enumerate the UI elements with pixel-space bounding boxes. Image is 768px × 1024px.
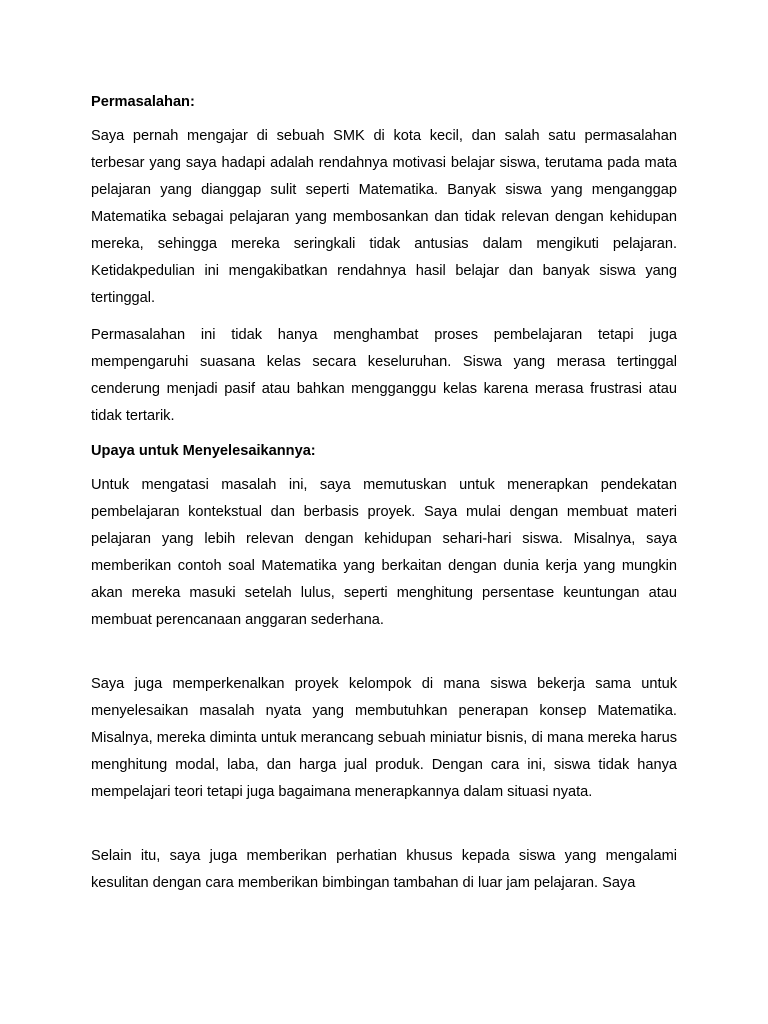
document-page — [91, 91, 677, 907]
paragraph: Saya pernah mengajar di sebuah SMK di kota kecil, dan salah satu permasalahan terbesar yang saya hadapi adalah rendahnya motivasi belajar siswa, terutama pada mata pelajaran yang dianggap sulit seperti Matematika. Banyak siswa yang menganggap Matematika sebagai pelajaran yang membosankan dan tidak relevan dengan kehidupan mereka, sehingga mereka seringkali tidak antusias dalam mengikuti pelajaran. Ketidakpedulian ini mengakibatkan rendahnya hasil belajar dan banyak siswa yang tertinggal. — [91, 128, 677, 306]
paragraph: Saya juga memperkenalkan proyek kelompok di mana siswa bekerja sama untuk menyelesaikan masalah nyata yang membutuhkan penerapan konsep Matematika. Misalnya, mereka diminta untuk merancang sebuah miniatur bisnis, di mana mereka harus menghitung modal, laba, dan harga jual produk. Dengan cara ini, siswa tidak hanya mempelajari teori tetapi juga bagaimana menerapkannya dalam situasi nyata. — [91, 676, 677, 800]
paragraph: Untuk mengatasi masalah ini, saya memutuskan untuk menerapkan pendekatan pembelajaran kontekstual dan berbasis proyek. Saya mulai dengan membuat materi pelajaran yang lebih relevan dengan kehidupan sehari-hari siswa. Misalnya, saya memberikan contoh soal Matematika yang berkaitan dengan dunia kerja yang mungkin akan mereka masuki setelah lulus, seperti menghitung persentase keuntungan atau membuat perencanaan anggaran sederhana. — [91, 477, 677, 628]
paragraph: Selain itu, saya juga memberikan perhatian khusus kepada siswa yang mengalami kesulitan dengan cara memberikan bimbingan tambahan di luar jam pelajaran. Saya — [91, 848, 677, 891]
blank-line — [91, 816, 677, 843]
section-heading-upaya: Upaya untuk Menyelesaikannya: — [91, 443, 316, 459]
blank-line — [91, 644, 677, 671]
section-heading-permasalahan: Permasalahan: — [91, 94, 195, 110]
paragraph: Permasalahan ini tidak hanya menghambat proses pembelajaran tetapi juga mempengaruhi suasana kelas secara keseluruhan. Siswa yang merasa tertinggal cenderung menjadi pasif atau bahkan mengganggu kelas karena merasa frustrasi atau tidak tertarik. — [91, 327, 677, 424]
